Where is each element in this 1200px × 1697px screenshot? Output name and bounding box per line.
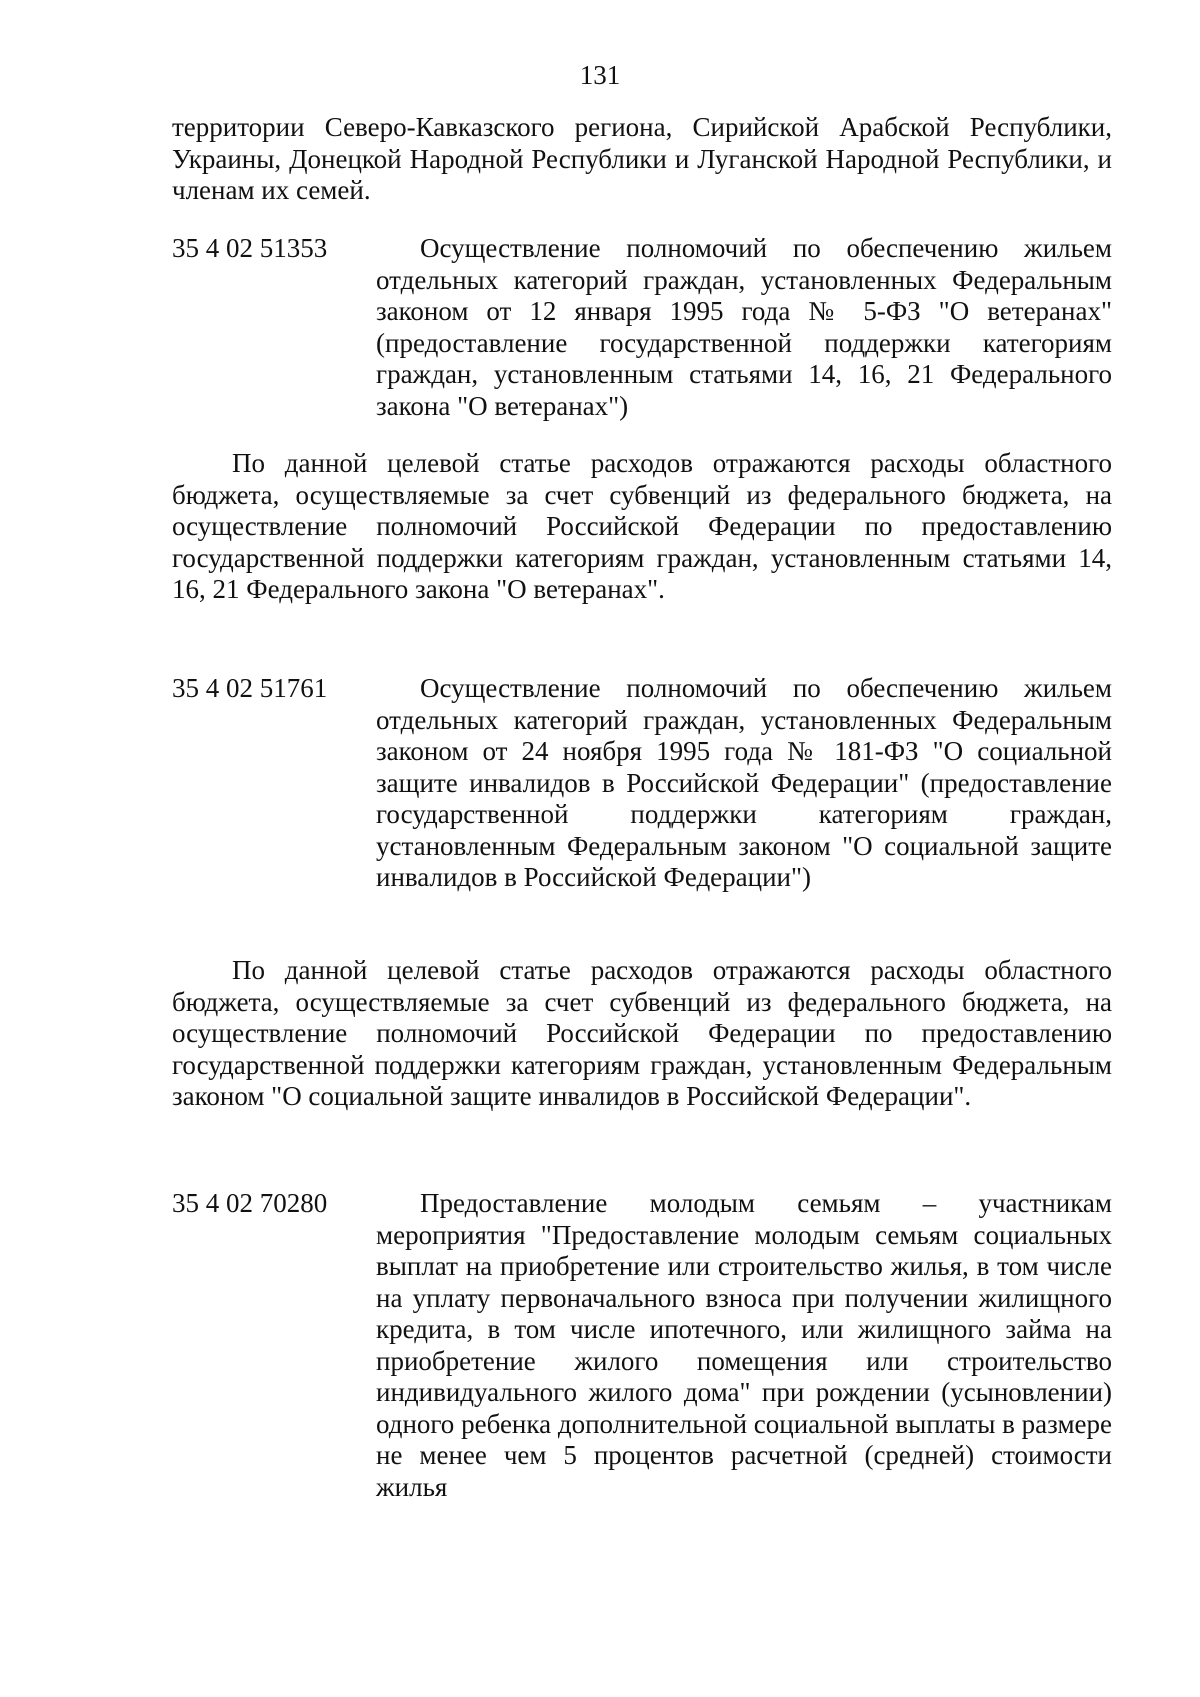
entry-code-51353: 35 4 02 51353 <box>172 233 328 263</box>
entry-code-70280: 35 4 02 70280 <box>172 1188 328 1218</box>
entry-code-51761: 35 4 02 51761 <box>172 673 328 703</box>
entry-title-51353: Осуществление полномочий по обеспечению жильем отдельных категорий граждан, установленных Федеральным законом от 12 января 1995 года № 5-ФЗ "О ветеранах" (предоставление государственной поддержки категориям граждан, установленным статьями 14, 16, 21 Федерального закона "О ветеранах") <box>376 233 1112 421</box>
entry-explanation-51353: По данной целевой статье расходов отражаются расходы областного бюджета, осуществляемые за счет субвенций из федерального бюджета, на осуществление полномочий Российской Федерации по предоставлению государственной поддержки категориям граждан, установленным статьями 14, 16, 21 Федерального закона "О ветеранах". <box>172 448 1112 604</box>
intro-paragraph: территории Северо-Кавказского региона, Сирийской Арабской Республики, Украины, Донецкой Народной Республики и Луганской Народной Республики, и членам их семей. <box>172 112 1112 205</box>
entry-title-70280: Предоставление молодым семьям – участникам мероприятия "Предоставление молодым семьям социальных выплат на приобретение или строительство жилья, в том числе на уплату первоначального взноса при получении жилищного кредита, в том числе ипотечного, или жилищного займа на приобретение жилого помещения или строительство индивидуального жилого дома" при рождении (усыновлении) одного ребенка дополнительной социальной выплаты в размере не менее чем 5 процентов расчетной (средней) стоимости жилья <box>376 1188 1112 1502</box>
entry-explanation-51761: По данной целевой статье расходов отражаются расходы областного бюджета, осуществляемые за счет субвенций из федерального бюджета, на осуществление полномочий Российской Федерации по предоставлению государственной поддержки категориям граждан, установленным Федеральным законом "О социальной защите инвалидов в Российской Федерации". <box>172 955 1112 1111</box>
entry-title-51761: Осуществление полномочий по обеспечению жильем отдельных категорий граждан, установленных Федеральным законом от 24 ноября 1995 года № 181-ФЗ "О социальной защите инвалидов в Российской Федерации" (предоставление государственной поддержки категориям граждан, установленным Федеральным законом "О социальной защите инвалидов в Российской Федерации") <box>376 673 1112 892</box>
page-number: 131 <box>579 60 621 90</box>
